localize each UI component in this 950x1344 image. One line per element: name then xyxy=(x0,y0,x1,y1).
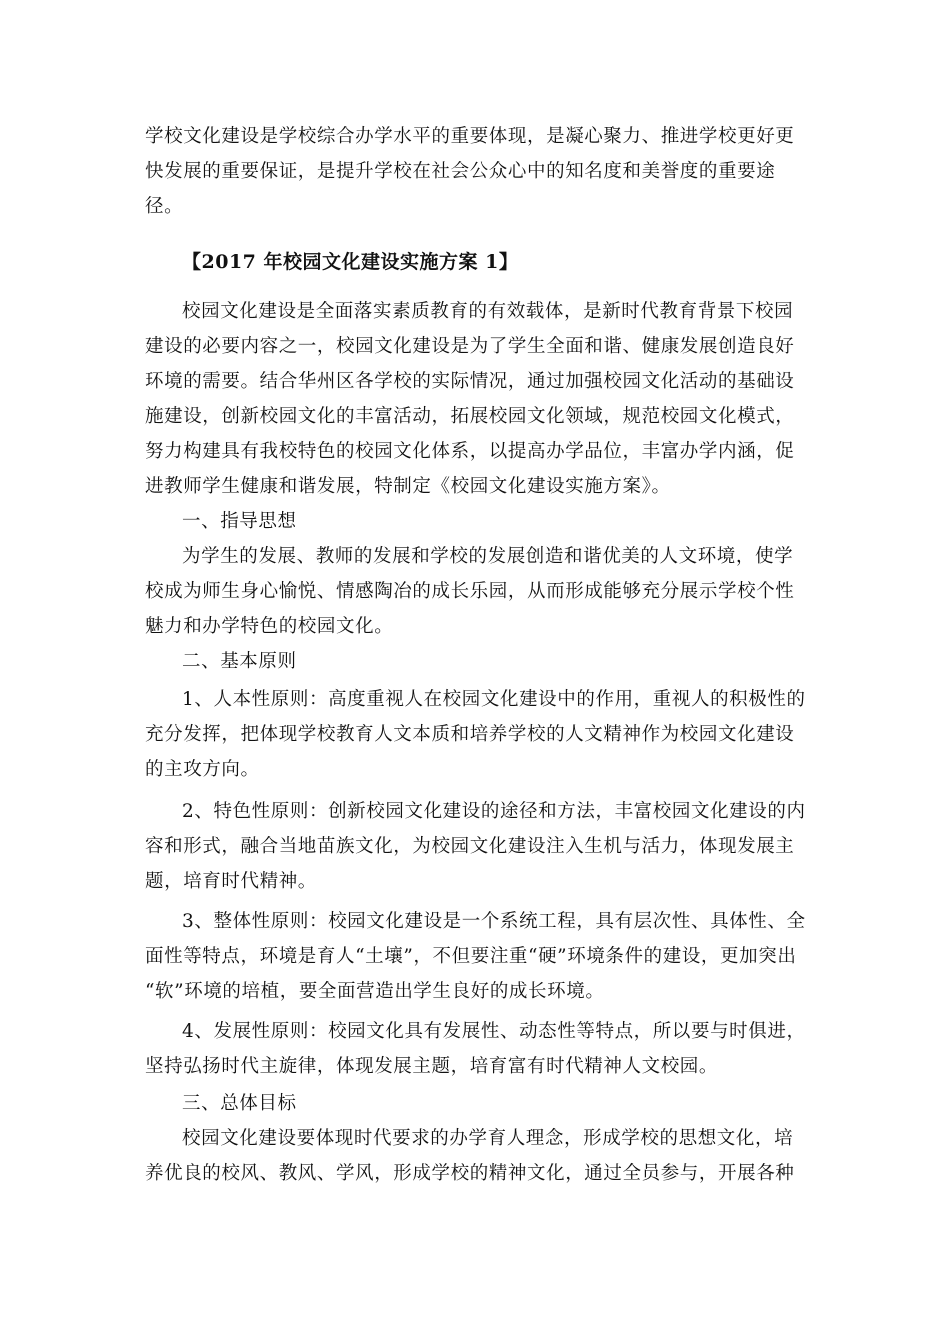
intro-line: 径。 xyxy=(145,196,184,217)
body-line: 环境的需要。结合华州区各学校的实际情况，通过加强校园文化活动的基础设 xyxy=(145,371,795,392)
body-line: 养优良的校风、教风、学风，形成学校的精神文化，通过全员参与，开展各种 xyxy=(145,1163,795,1184)
body-line: 题，培育时代精神。 xyxy=(145,871,317,892)
body-line: 校成为师生身心愉悦、情感陶冶的成长乐园，从而形成能够充分展示学校个性 xyxy=(145,581,795,602)
body-line: 坚持弘扬时代主旋律，体现发展主题，培育富有时代精神人文校园。 xyxy=(145,1056,719,1077)
body-line: 2、特色性原则：创新校园文化建设的途径和方法，丰富校园文化建设的内 xyxy=(182,801,806,822)
body-line: 为学生的发展、教师的发展和学校的发展创造和谐优美的人文环境，使学 xyxy=(182,546,794,567)
subheading: 二、基本原则 xyxy=(182,651,297,672)
body-line: 面性等特点，环境是育人“土壤”，不但要注重“硬”环境条件的建设，更加突出 xyxy=(145,946,797,967)
body-line: 建设的必要内容之一，校园文化建设是为了学生全面和谐、健康发展创造良好 xyxy=(145,336,795,357)
subheading: 三、总体目标 xyxy=(182,1093,297,1114)
body-line: 容和形式，融合当地苗族文化，为校园文化建设注入生机与活力，体现发展主 xyxy=(145,836,795,857)
body-line: 施建设，创新校园文化的丰富活动，拓展校园文化领域，规范校园文化模式， xyxy=(145,406,795,427)
body-line: 充分发挥，把体现学校教育人文本质和培养学校的人文精神作为校园文化建设 xyxy=(145,724,795,745)
body-line: 进教师学生健康和谐发展，特制定《校园文化建设实施方案》。 xyxy=(145,476,671,497)
body-line: 努力构建具有我校特色的校园文化体系，以提高办学品位，丰富办学内涵，促 xyxy=(145,441,795,462)
body-line: 4、发展性原则：校园文化具有发展性、动态性等特点，所以要与时俱进， xyxy=(182,1021,806,1042)
body-line: 的主攻方向。 xyxy=(145,759,260,780)
body-line: 魅力和办学特色的校园文化。 xyxy=(145,616,394,637)
body-line: 校园文化建设要体现时代要求的办学育人理念，形成学校的思想文化，培 xyxy=(182,1128,794,1149)
body-line: 1、人本性原则：高度重视人在校园文化建设中的作用，重视人的积极性的 xyxy=(182,689,806,710)
subheading: 一、指导思想 xyxy=(182,511,297,532)
section-heading: 【2017 年校园文化建设实施方案 1】 xyxy=(182,251,519,273)
body-line: “软”环境的培植，要全面营造出学生良好的成长环境。 xyxy=(145,981,605,1002)
body-line: 3、整体性原则：校园文化建设是一个系统工程，具有层次性、具体性、全 xyxy=(182,911,806,932)
body-line: 校园文化建设是全面落实素质教育的有效载体，是新时代教育背景下校园 xyxy=(182,301,794,322)
intro-line: 学校文化建设是学校综合办学水平的重要体现，是凝心聚力、推进学校更好更 xyxy=(145,126,795,147)
intro-line: 快发展的重要保证，是提升学校在社会公众心中的知名度和美誉度的重要途 xyxy=(145,161,776,182)
